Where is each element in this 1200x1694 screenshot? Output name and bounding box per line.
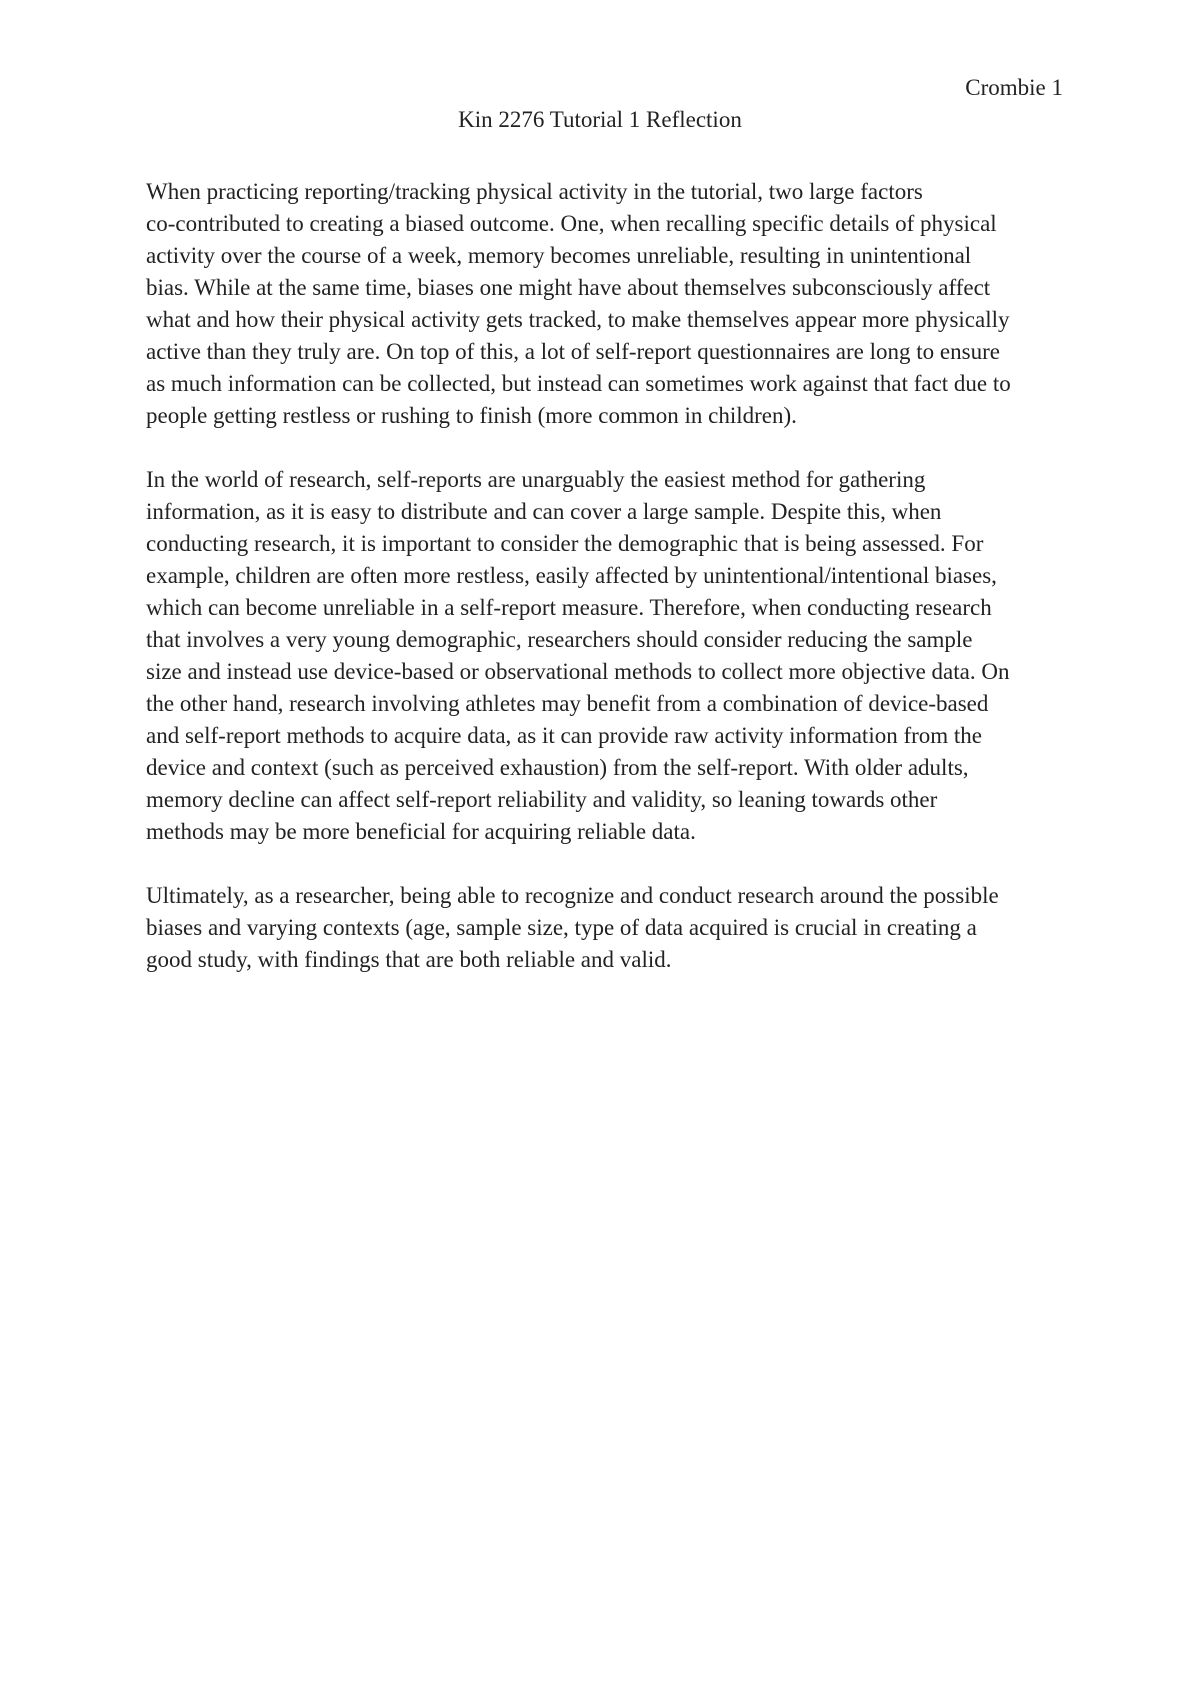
text-line: example, children are often more restless, easily affected by unintentional/intentional biases, (146, 563, 997, 588)
text-line: bias. While at the same time, biases one might have about themselves subconsciously affect (146, 275, 991, 300)
text-line: which can become unreliable in a self-report measure. Therefore, when conducting research (146, 595, 992, 620)
text-line: conducting research, it is important to consider the demographic that is being assessed. For (146, 531, 984, 556)
text-line: When practicing reporting/tracking physical activity in the tutorial, two large factors (146, 179, 923, 204)
paragraph-research-demographics (146, 464, 1086, 848)
text-line: as much information can be collected, but instead can sometimes work against that fact due to (146, 371, 1011, 396)
paragraph-conclusion (146, 880, 1086, 976)
text-line: and self-report methods to acquire data, as it can provide raw activity information from the (146, 723, 983, 748)
text-line: device and context (such as perceived exhaustion) from the self-report. With older adults, (146, 755, 969, 780)
paragraph-bias-factors (146, 176, 1086, 432)
text-line: methods may be more beneficial for acquiring reliable data. (146, 819, 696, 844)
document-body (146, 176, 1086, 1008)
text-line: activity over the course of a week, memory becomes unreliable, resulting in unintentional (146, 243, 972, 268)
text-line: good study, with findings that are both reliable and valid. (146, 947, 672, 972)
text-line: biases and varying contexts (age, sample size, type of data acquired is crucial in creating a (146, 915, 977, 940)
text-line: In the world of research, self-reports are unarguably the easiest method for gathering (146, 467, 926, 492)
document-title: Kin 2276 Tutorial 1 Reflection (458, 107, 742, 132)
text-line: what and how their physical activity gets tracked, to make themselves appear more physically (146, 307, 1010, 332)
text-line: co-contributed to creating a biased outcome. One, when recalling specific details of physical (146, 211, 997, 236)
text-line: size and instead use device-based or observational methods to collect more objective data. On (146, 659, 1010, 684)
text-line: the other hand, research involving athletes may benefit from a combination of device-based (146, 691, 989, 716)
text-line: active than they truly are. On top of this, a lot of self-report questionnaires are long to ensure (146, 339, 1000, 364)
text-line: information, as it is easy to distribute and can cover a large sample. Despite this, when (146, 499, 942, 524)
text-line: memory decline can affect self-report reliability and validity, so leaning towards other (146, 787, 938, 812)
text-line: people getting restless or rushing to finish (more common in children). (146, 403, 797, 428)
text-line: that involves a very young demographic, researchers should consider reducing the sample (146, 627, 973, 652)
text-line: Ultimately, as a researcher, being able to recognize and conduct research around the possible (146, 883, 999, 908)
running-header: Crombie 1 (965, 75, 1063, 100)
